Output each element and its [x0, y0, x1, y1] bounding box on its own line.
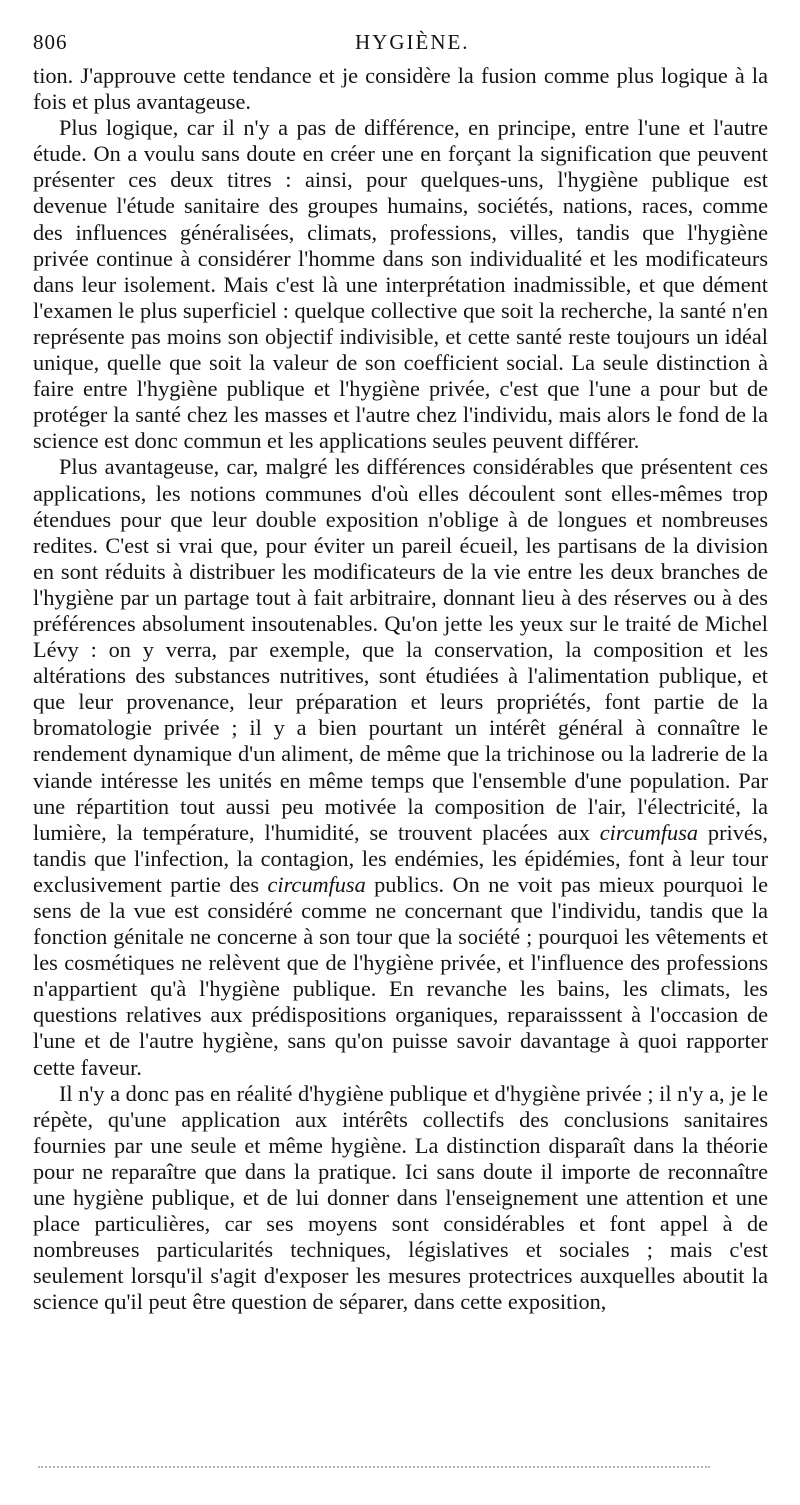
- paragraph-continued: tion. J'approuve cette tendance et je considère la fusion comme plus logique à la fois et plus avantageuse.: [33, 63, 768, 115]
- paragraph-plus-avantageuse: [33, 454, 768, 1080]
- book-page: [33, 30, 768, 60]
- paragraph-conclusion: Il n'y a donc pas en réalité d'hygiène publique et d'hygiène privée ; il n'y a, je le répète, qu'une application aux intérêts collectifs des conclusions sanitaires fournies par une seule et même hygiène. La distinction disparaît dans la théorie pour ne reparaître que dans la pratique. Ici sans doute il importe de reconnaître une hygiène publique, et de lui donner dans l'enseignement une attention et une place particulières, car ses moyens sont considérables et font appel à de nombreuses particularités techniques, législatives et sociales ; mais c'est seulement lorsqu'il s'agit d'exposer les mesures protectrices auxquelles aboutit la science qu'il peut être question de séparer, dans cette exposition,: [33, 1080, 768, 1315]
- page-number: 806: [33, 30, 68, 54]
- paragraph-plus-logique: Plus logique, car il n'y a pas de différence, en principe, entre l'une et l'autre étude. On a voulu sans doute en créer une en forçant la signification que peuvent présenter ces deux titres : ainsi, pour quelques-uns, l'hygiène publique est devenue l'étude sanitaire des groupes humains, sociétés, nations, races, comme des influences généralisées, climats, professions, villes, tandis que l'hygiène privée continue à considérer l'homme dans son individualité et les modificateurs dans leur isolement. Mais c'est là une interprétation inadmissible, et que dément l'examen le plus superficiel : quelque collective que soit la recherche, la santé n'en représente pas moins son objectif indivisible, et cette santé reste toujours un idéal unique, quelle que soit la valeur de son coefficient social. La seule distinction à faire entre l'hygiène publique et l'hygiène privée, c'est que l'une a pour but de protéger la santé chez les masses et l'autre chez l'individu, mais alors le fond de la science est donc commun et les applications seules peuvent différer.: [33, 115, 768, 454]
- paragraph-text-segment: Plus avantageuse, car, malgré les différences considérables que présentent ces applications, les notions communes d'où elles découlent sont elles-mêmes trop étendues pour que leur double exposition n'oblige à de longues et nombreuses redites. C'est si vrai que, pour éviter un pareil écueil, les partisans de la division en sont réduits à distribuer les modificateurs de la vie entre les deux branches de l'hygiène par un partage tout à fait arbitraire, donnant lieu à des réserves ou à des préférences absolument insoutenables. Qu'on jette les yeux sur le traité de Michel Lévy : on y verra, par exemple, que la conservation, la composition et les altérations des substances nutritives, sont étudiées à l'alimentation publique, et que leur provenance, leur préparation et leurs propriétés, font partie de la bromatologie privée ; il y a bien pourtant un intérêt général à connaître le rendement dynamique d'un aliment, de même que la trichinose ou la ladrerie de la viande intéresse les unités en même temps que l'ensemble d'une population. Par une répartition tout aussi peu motivée la composition de l'air, l'électricité, la lumière, la température, l'humidité, se trouvent placées aux: [33, 454, 768, 845]
- latin-term-circumfusa: circumfusa: [267, 871, 366, 897]
- paragraph-text-segment: privés, tandis que l'infection, la contagion, les endémies, les épidémies, font à leur tour exclusivement partie des: [33, 819, 768, 897]
- latin-term-circumfusa: circumfusa: [599, 819, 699, 845]
- footer-bleed-through: [38, 1466, 710, 1468]
- body-text: [33, 63, 768, 1316]
- running-title: HYGIÈNE.: [355, 30, 470, 54]
- paragraph-text-segment: publics. On ne voit pas mieux pourquoi le sens de la vue est considéré comme ne concernant que l'individu, tandis que la fonction génitale ne concerne à son tour que la société ; pourquoi les vêtements et les cosmétiques ne relèvent que de l'hygiène privée, et l'influence des professions n'appartient qu'à l'hygiène publique. En revanche les bains, les climats, les questions relatives aux prédispositions organiques, reparaisssent à l'occasion de l'une et de l'autre hygiène, sans qu'on puisse savoir davantage à quoi rapporter cette faveur.: [33, 871, 768, 1080]
- running-head: [33, 30, 768, 60]
